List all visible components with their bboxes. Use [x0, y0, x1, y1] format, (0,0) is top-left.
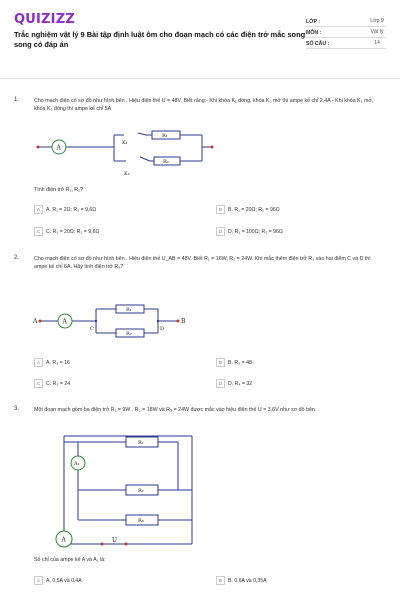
- option-text: A. 0,5A và 0,4A: [46, 577, 82, 584]
- question-subtext: Số chỉ của ampe kế A và A₁ là:: [34, 557, 106, 563]
- meta-label: LỚP :: [306, 18, 321, 25]
- node-d-dot: [157, 320, 159, 322]
- switch-k2-label: K₂: [124, 171, 130, 177]
- option-letter: C: [34, 227, 43, 236]
- switch-k1-label: K₁: [122, 140, 128, 146]
- question-number: 3.: [14, 406, 20, 412]
- ammeter-label: A: [62, 318, 67, 326]
- ammeter-a-label: A: [61, 536, 66, 544]
- resistor-r1-label: R₁: [126, 307, 132, 313]
- resistor-r1-label: R₁: [138, 440, 144, 446]
- meta-value: Lớp 9: [370, 17, 384, 24]
- question-text: Cho mạch điện có sơ đồ như hình bên . Hiệu điện thế U_AB = 48V. Biết R₁ = 16W, R₂ = 24W. Khi mắc thêm điện trở R₃ vào hai điểm C và D thì ampe kế chỉ 6A. Hãy tính điện trở R₃?: [34, 256, 371, 270]
- meta-row-count: [306, 38, 386, 49]
- node-d-label: D: [160, 326, 165, 332]
- circuit-diagram-3: [44, 432, 214, 546]
- resistor-r2-label: R₂: [163, 159, 169, 165]
- option-letter: A: [34, 576, 43, 585]
- option-letter: A: [34, 358, 43, 367]
- terminal-b-label: B: [181, 318, 186, 325]
- option-c[interactable]: [34, 379, 70, 388]
- option-b[interactable]: [216, 576, 267, 585]
- option-text: B. R₁ = 20Ω; R₂ = 96Ω: [228, 206, 280, 213]
- option-text: B. R₃ = 48: [228, 359, 252, 366]
- terminal-a-dot: [39, 320, 42, 323]
- circuit-diagram-1: [34, 125, 214, 181]
- ammeter-a1-label: A₁: [74, 461, 80, 467]
- page-header: [14, 12, 386, 49]
- option-letter: C: [34, 379, 43, 388]
- question-1: [14, 97, 386, 247]
- option-d[interactable]: [216, 227, 283, 236]
- option-letter: B: [216, 576, 225, 585]
- voltage-u-label: U: [112, 537, 118, 544]
- option-letter: D: [216, 379, 225, 388]
- option-text: C. R₃ = 24: [46, 380, 71, 387]
- document-title: Trắc nghiệm vật lý 9 Bài tập định luật ôm cho đoạn mạch có các điện trở mắc song song có đáp án: [14, 30, 306, 49]
- question-2: [14, 255, 386, 395]
- option-text: C. R₁ = 20Ω; R₂ = 9,6Ω: [46, 228, 100, 235]
- option-letter: D: [216, 227, 225, 236]
- option-text: D. R₁ = 100Ω; R₂ = 96Ω: [228, 228, 283, 235]
- node-c-label: C: [90, 326, 94, 332]
- question-subtext: Tính điện trở R₁, R₂?: [34, 187, 84, 193]
- option-letter: B: [216, 358, 225, 367]
- option-a[interactable]: [34, 358, 70, 367]
- option-b[interactable]: [216, 358, 252, 367]
- question-text: Một đoạn mạch gồm ba điện trở R₁ = 9W , R₂ = 18W và R₃ = 24W được mắc vào hiệu điện thế U = 3,6V như sơ đồ bên: [34, 407, 315, 413]
- meta-value: 14: [374, 39, 380, 46]
- meta-row-class: [306, 16, 386, 27]
- terminal-dot: [211, 146, 214, 149]
- option-c[interactable]: [34, 227, 99, 236]
- option-letter: B: [216, 205, 225, 214]
- meta-panel: [306, 16, 386, 49]
- meta-value: Vật lý: [370, 28, 384, 35]
- resistor-r3-label: R₃: [138, 518, 144, 524]
- ammeter-label: A: [56, 144, 61, 152]
- option-b[interactable]: [216, 205, 280, 214]
- question-3: [14, 406, 386, 596]
- terminal-dot: [37, 146, 40, 149]
- brand-logo: QUIZIZZ: [14, 12, 75, 27]
- question-text: Cho mạch điện có sơ đồ như hình bên . Hiệu điện thế U = 48V. Biết rằng:- Khi khóa K₁ đóng, khóa K₂ mở thì ampe kế chỉ 2,4A - Khi khóa K₁ mở, khóa K₂ đóng thì ampe kế chỉ 5A: [34, 98, 374, 112]
- option-d[interactable]: [216, 379, 252, 388]
- meta-label: SỐ CÂU :: [306, 40, 330, 47]
- meta-row-subject: [306, 27, 386, 38]
- terminal-dot: [101, 543, 104, 546]
- question-number: 2.: [14, 255, 20, 261]
- resistor-r2-label: R₂: [138, 488, 144, 494]
- option-text: A. R₃ = 16: [46, 359, 70, 366]
- resistor-r1-label: R₁: [162, 133, 168, 139]
- terminal-b-dot: [177, 320, 180, 323]
- node-c-dot: [95, 320, 97, 322]
- option-text: D. R₄ = 32: [228, 380, 253, 387]
- header-divider: [0, 78, 400, 79]
- option-a[interactable]: [34, 576, 82, 585]
- terminal-dot: [125, 543, 128, 546]
- terminal-a-label: A: [33, 318, 38, 325]
- circuit-diagram-2: [34, 299, 194, 347]
- option-a[interactable]: [34, 205, 96, 214]
- option-letter: A: [34, 205, 43, 214]
- option-text: A. R₁ = 2Ω; R₂ = 9,6Ω: [46, 206, 97, 213]
- question-number: 1.: [14, 97, 20, 103]
- meta-label: MÔN :: [306, 29, 322, 36]
- option-text: B. 0,6A và 0,35A: [228, 577, 267, 584]
- resistor-r2-label: R₂: [126, 331, 132, 337]
